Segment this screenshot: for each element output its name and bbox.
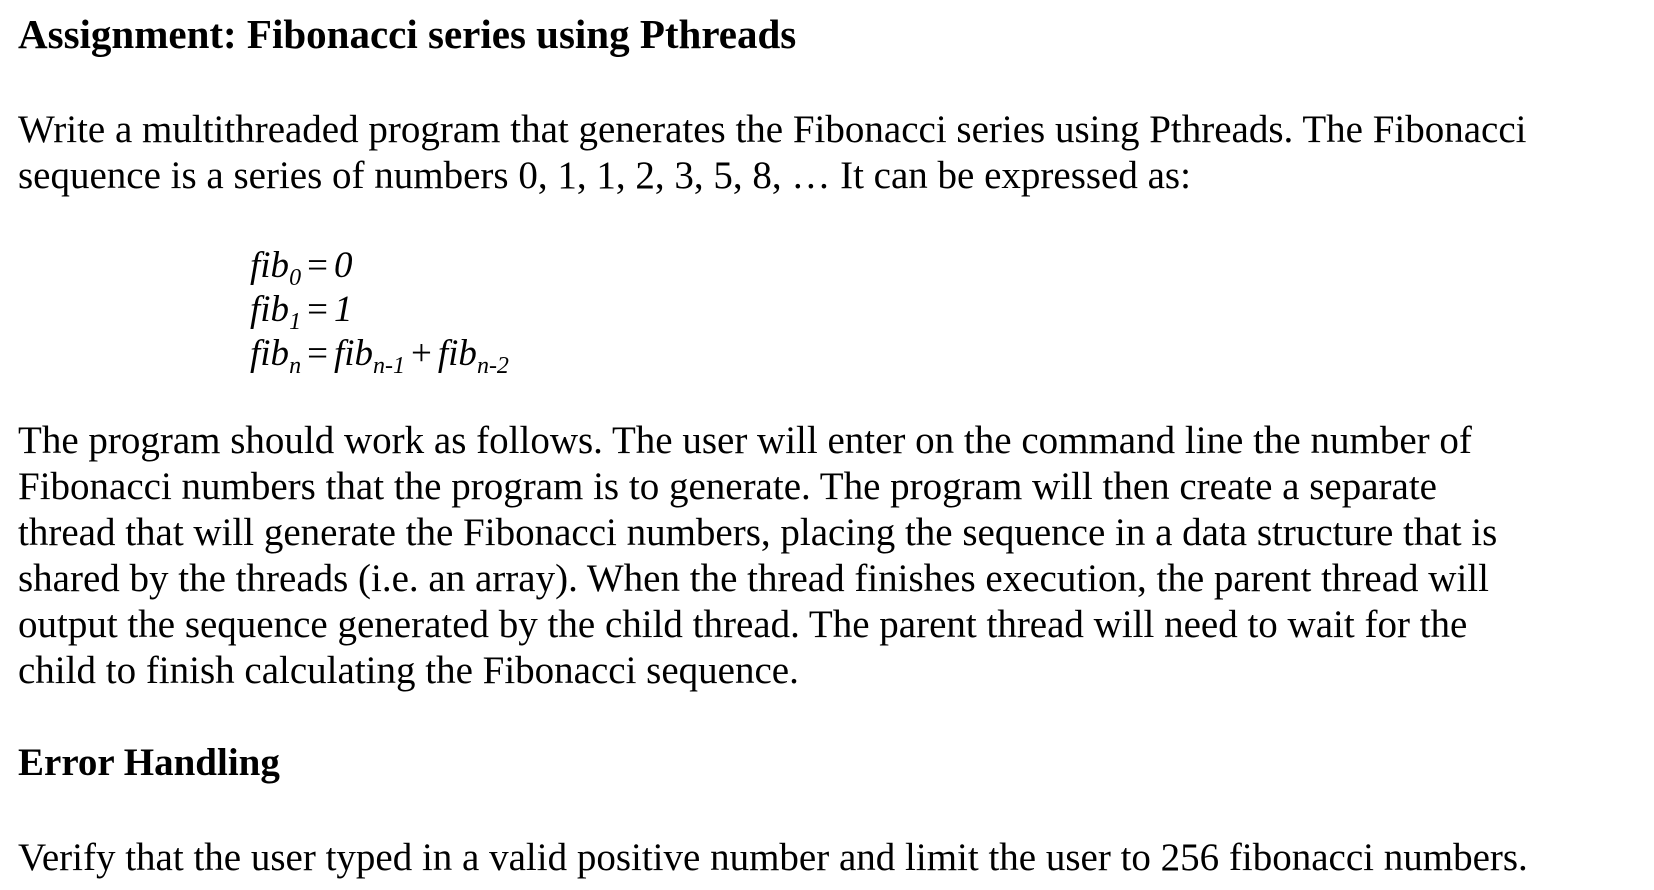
error-handling-paragraph [18, 835, 1638, 881]
formula-subscript: 1 [289, 309, 302, 335]
instructions-line: Fibonacci numbers that the program is to generate. The program will then create a separate [18, 465, 1437, 508]
fibonacci-formulas [250, 244, 509, 379]
formula-subscript: n-2 [476, 353, 509, 379]
formula-term: fib [333, 333, 373, 374]
formula-fib-0 [250, 244, 509, 291]
formula-subscript: n-1 [373, 353, 405, 379]
formula-term: fib [437, 333, 477, 374]
error-handling-heading: Error Handling [18, 741, 280, 784]
formula-term: fib [250, 245, 290, 286]
instructions-paragraph [18, 418, 1638, 694]
instructions-line: thread that will generate the Fibonacci numbers, placing the sequence in a data structure that is [18, 511, 1498, 554]
instructions-line: child to finish calculating the Fibonacci sequence. [18, 649, 799, 692]
intro-line: Write a multithreaded program that generates the Fibonacci series using Pthreads. The Fibonacci [18, 108, 1527, 151]
assignment-title: Assignment: Fibonacci series using Pthreads [18, 11, 797, 57]
formula-value: 1 [333, 289, 353, 330]
formula-term: fib [250, 289, 290, 330]
intro-paragraph [18, 107, 1638, 199]
intro-line: sequence is a series of numbers 0, 1, 1, 2, 3, 5, 8, … It can be expressed as: [18, 154, 1191, 197]
formula-fib-1 [250, 288, 509, 335]
formula-subscript: 0 [289, 265, 302, 291]
formula-term: fib [250, 333, 290, 374]
formula-value: 0 [333, 245, 353, 286]
formula-plus: + [411, 333, 432, 374]
formula-equals: = [307, 289, 328, 330]
instructions-line: shared by the threads (i.e. an array). When the thread finishes execution, the parent thread will [18, 557, 1489, 600]
error-handling-line: Verify that the user typed in a valid positive number and limit the user to 256 fibonacci numbers. [18, 836, 1528, 879]
formula-equals: = [307, 333, 328, 374]
formula-fib-n [250, 332, 509, 379]
formula-equals: = [307, 245, 328, 286]
formula-subscript: n [289, 353, 302, 379]
instructions-line: The program should work as follows. The user will enter on the command line the number of [18, 419, 1472, 462]
instructions-line: output the sequence generated by the child thread. The parent thread will need to wait for the [18, 603, 1468, 646]
